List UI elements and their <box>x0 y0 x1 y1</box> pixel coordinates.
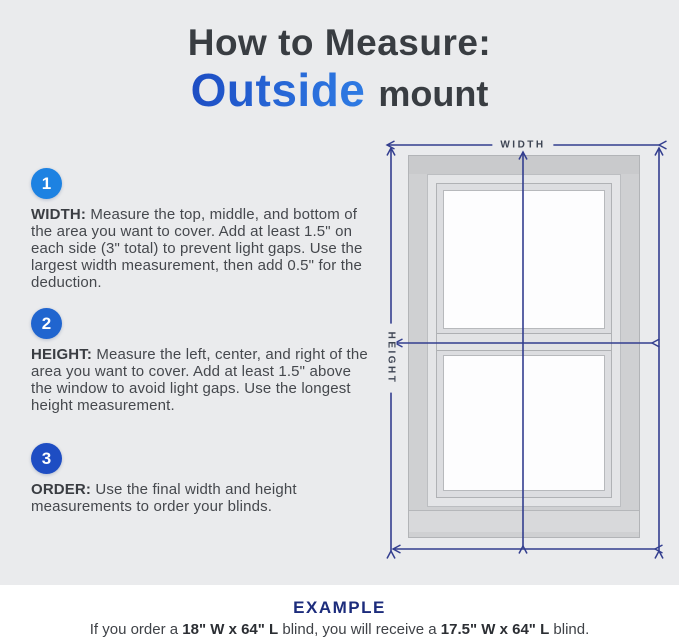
step-order-text <box>31 481 369 515</box>
example-middle: blind, you will receive a <box>278 621 441 638</box>
step-order-lead: ORDER: <box>31 481 92 498</box>
example-prefix: If you order a <box>89 621 183 638</box>
step-width-lead: WIDTH: <box>31 206 87 223</box>
step-number-badge: 2 <box>31 308 62 339</box>
step-order-body: Use the final width and height measurements to order your blinds. <box>31 481 297 515</box>
step-height-lead: HEIGHT: <box>31 346 93 363</box>
page-subtitle <box>0 63 679 117</box>
step-height <box>31 308 371 414</box>
example-footer <box>0 585 679 644</box>
example-heading: EXAMPLE <box>293 598 386 617</box>
page-header <box>0 24 679 117</box>
step-width <box>31 168 371 291</box>
subtitle-word: mount <box>378 73 489 114</box>
step-width-text <box>31 206 369 291</box>
step-width-body: Measure the top, middle, and bottom of the area you want to cover. Add at least 1.5" on each side (3" total) to prevent light gaps. Use the largest width measurement, then add 0.5" for the deduction. <box>31 206 363 291</box>
height-label: HEIGHT <box>386 324 397 393</box>
step-height-text <box>31 346 369 414</box>
step-height-body: Measure the left, center, and right of the area you want to cover. Add at least 1.5" above the window to avoid light gaps. Use the longest height measurement. <box>31 346 368 414</box>
width-label: WIDTH <box>492 140 553 151</box>
example-suffix: blind. <box>549 621 590 638</box>
step-order <box>31 443 371 515</box>
subtitle-highlight: Outside <box>190 64 366 116</box>
example-received-size: 17.5" W x 64" L <box>440 621 550 638</box>
example-sentence <box>0 621 679 638</box>
window-diagram <box>380 133 672 563</box>
example-ordered-size: 18" W x 64" L <box>182 621 279 638</box>
step-number-badge: 1 <box>31 168 62 199</box>
measurement-arrows <box>380 133 672 563</box>
step-number-badge: 3 <box>31 443 62 474</box>
page-title: How to Measure: <box>187 22 492 63</box>
